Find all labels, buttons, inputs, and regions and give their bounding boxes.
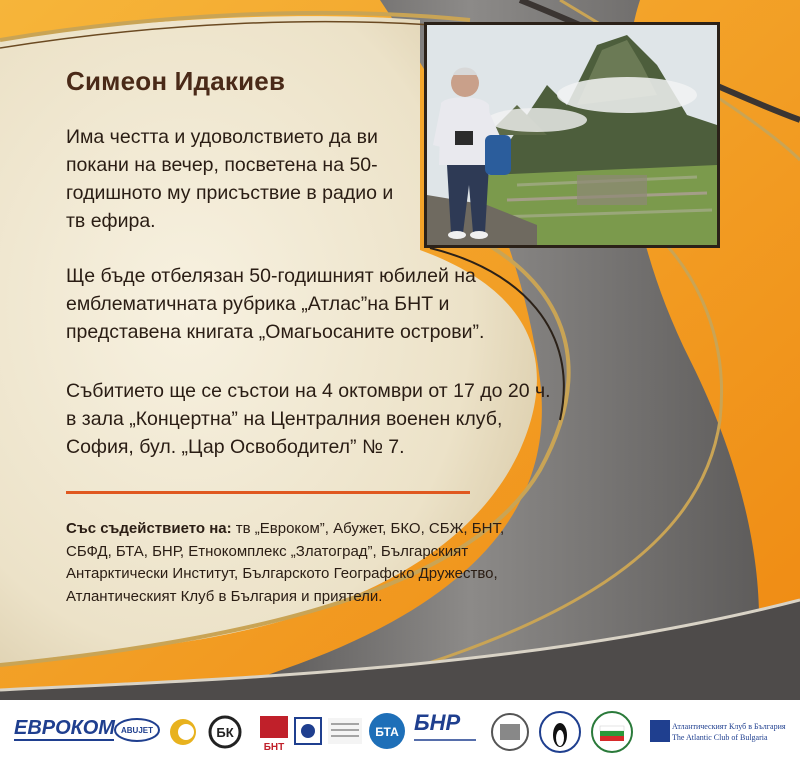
atlantic-club-name-en: The Atlantic Club of Bulgaria (672, 733, 768, 742)
bnt-logo-icon (260, 716, 288, 738)
divider (66, 491, 470, 494)
bnr-logo: БНР (414, 710, 461, 735)
atlantic-club-name-bg: Атлантическият Клуб в България (672, 722, 786, 731)
jubilee-paragraph: Ще бъде отбелязан 50-годишният юбилей на емблематичната рубрика „Атлас”на БНТ и представена книгата „Омагьосаните острови”. (66, 265, 485, 343)
page-title: Симеон Идакиев (66, 66, 286, 96)
abujet-logo: ABUJET (120, 726, 154, 735)
bnt-logo: БНТ (263, 742, 285, 753)
bta-logo: БТА (375, 725, 399, 739)
evrokom-logo: ЕВРОКОМ (14, 717, 115, 739)
event-details-paragraph: Събитието ще се състои на 4 октомври от 17 до 20 ч. в зала „Концертна” на Централния военен клуб, София, бул. „Цар Освободител” № 7. (66, 380, 551, 458)
credits-label: Със съдействието на: (66, 520, 232, 537)
invitation-paragraph: Има честта и удоволствието да ви покани на вечер, посветена на 50-годишното му присъствие в радио и тв ефира. (66, 126, 394, 232)
partner-logo-strip (0, 700, 800, 774)
credits-list: тв „Евроком”, Абужет, БКО, СБЖ, БНТ, СБФД, БТА, БНР, Етнокомплекс „Златоград”, Българският Антарктически Институт, Българското Географско Дружество, Атлантическият Клуб в България и приятели. (66, 520, 505, 605)
sbfd-logo-icon (328, 718, 362, 744)
atlantic-club-logo-icon (650, 720, 670, 742)
partner-logos (0, 700, 800, 774)
photo-traveler-machu-picchu (424, 22, 720, 248)
credits-text (66, 518, 526, 608)
svg-text:БК: БК (216, 725, 234, 740)
